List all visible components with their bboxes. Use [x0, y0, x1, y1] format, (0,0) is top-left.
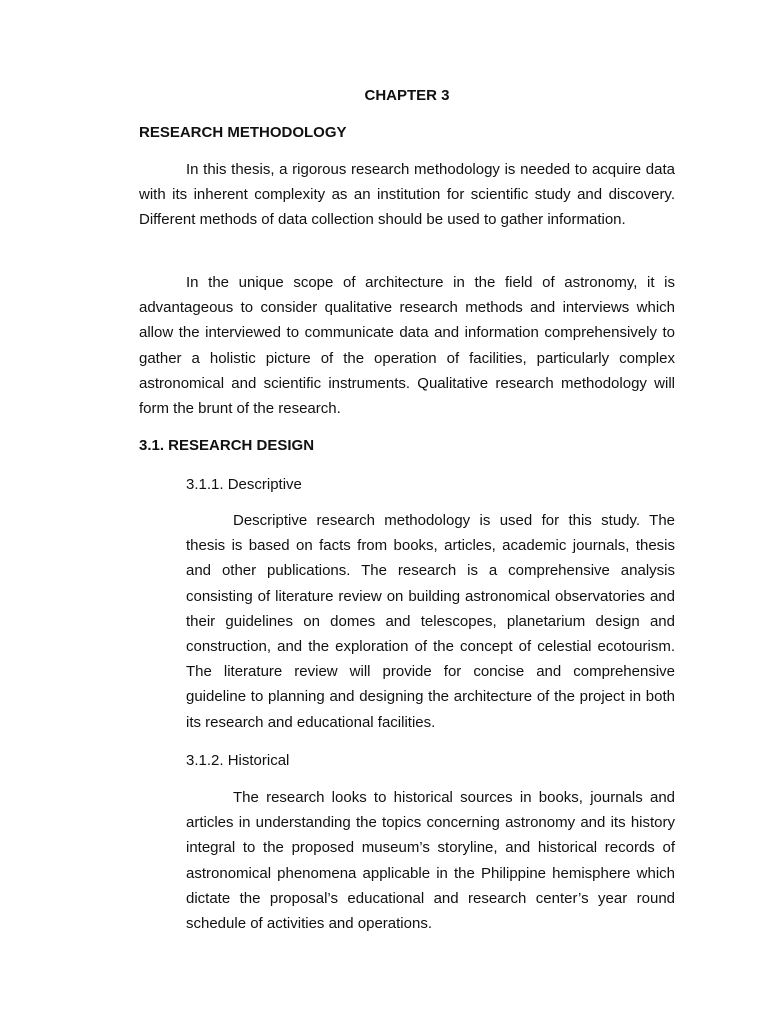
descriptive-subheading: 3.1.1. Descriptive — [186, 476, 302, 493]
historical-subheading: 3.1.2. Historical — [186, 752, 290, 769]
research-design-heading: 3.1. RESEARCH DESIGN — [139, 437, 315, 454]
historical-paragraph: The research looks to historical sources in books, journals and articles in understanding the topics concerning astronomy and its history integral to the proposed museum’s storyline, and historical records of astronomical phenomena applicable in the Philippine hemisphere which dictate the proposal’s educational and research center’s year round schedule of activities and operations. — [186, 789, 675, 933]
intro-paragraph-2: In the unique scope of architecture in the field of astronomy, it is advantageous to consider qualitative research methods and interviews which allow the interviewed to communicate data and information comprehensively to gather a holistic picture of the operation of facilities, particularly complex astronomical and scientific instruments. Qualitative research methodology will form the brunt of the research. — [139, 274, 675, 418]
descriptive-paragraph: Descriptive research methodology is used for this study. The thesis is based on facts from books, articles, academic journals, thesis and other publications. The research is a comprehensive analysis consisting of literature review on building astronomical observatories and their guidelines on domes and telescopes, planetarium design and construction, and the exploration of the concept of celestial ecotourism. The literature review will provide for concise and comprehensive guideline to planning and designing the architecture of the project in both its research and educational facilities. — [186, 512, 675, 731]
intro-paragraph-1: In this thesis, a rigorous research methodology is needed to acquire data with its inherent complexity as an institution for scientific study and discovery. Different methods of data collection should be used to gather information. — [139, 161, 675, 229]
chapter-label: CHAPTER 3 — [364, 87, 450, 104]
section-title: RESEARCH METHODOLOGY — [139, 124, 347, 141]
